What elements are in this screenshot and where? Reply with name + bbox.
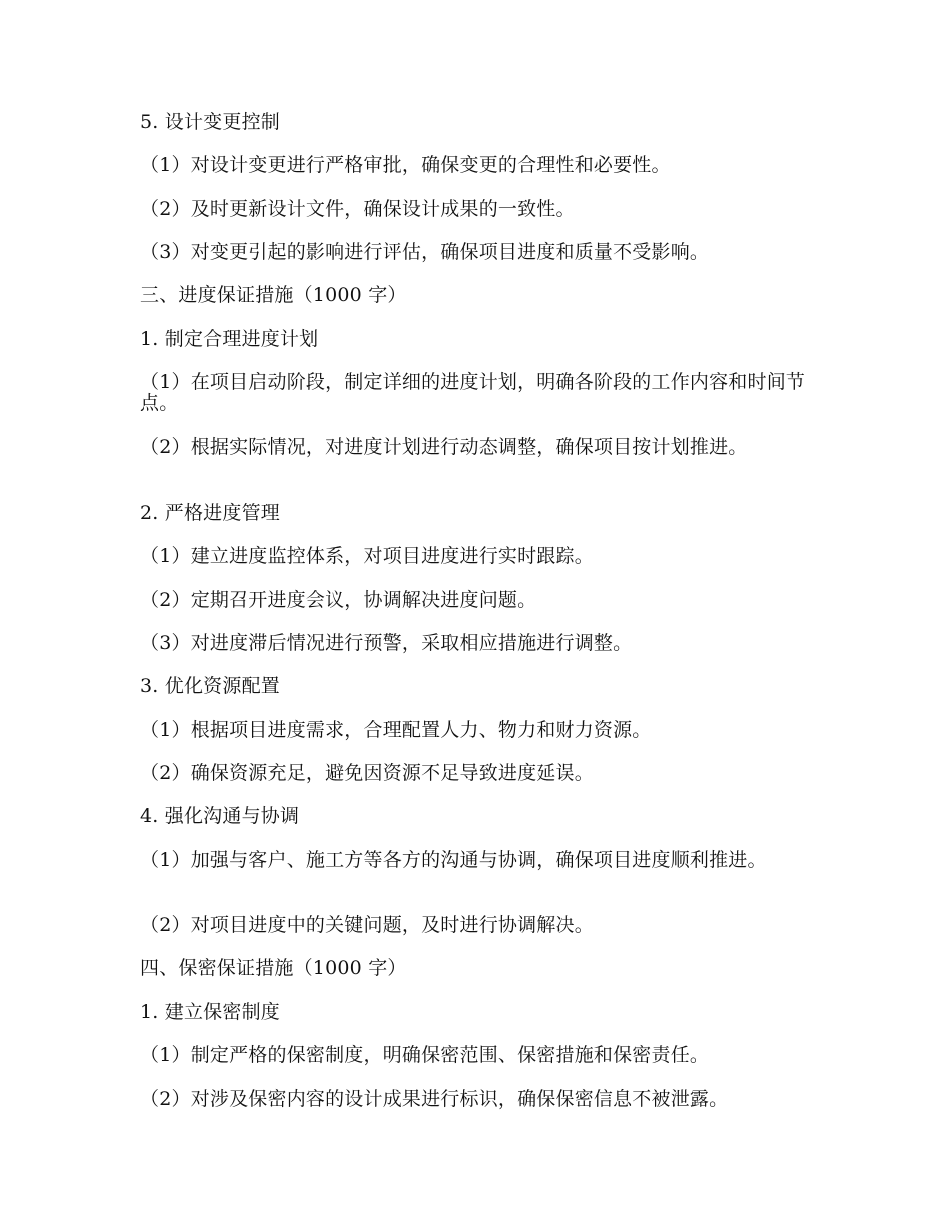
list-item: （3）对变更引起的影响进行评估，确保项目进度和质量不受影响。	[140, 241, 710, 263]
section-heading-plan: 1. 制定合理进度计划	[140, 328, 319, 350]
list-item: （1）建立进度监控体系，对项目进度进行实时跟踪。	[140, 545, 594, 567]
list-item: （2）确保资源充足，避免因资源不足导致进度延误。	[140, 762, 594, 784]
list-item: （2）对涉及保密内容的设计成果进行标识，确保保密信息不被泄露。	[140, 1088, 729, 1110]
list-item: （2）对项目进度中的关键问题，及时进行协调解决。	[140, 914, 594, 936]
list-item: （1）加强与客户、施工方等各方的沟通与协调，确保项目进度顺利推进。	[140, 849, 767, 871]
chapter-heading-confidentiality: 四、保密保证措施（1000 字）	[140, 957, 407, 979]
list-item: （2）定期召开进度会议，协调解决进度问题。	[140, 589, 537, 611]
list-item: （3）对进度滞后情况进行预警，采取相应措施进行调整。	[140, 632, 633, 654]
section-heading-communication: 4. 强化沟通与协调	[140, 805, 300, 827]
list-item: （1）在项目启动阶段，制定详细的进度计划，明确各阶段的工作内容和时间节点。	[140, 371, 806, 414]
chapter-heading-schedule: 三、进度保证措施（1000 字）	[140, 284, 407, 306]
list-item: （1）根据项目进度需求，合理配置人力、物力和财力资源。	[140, 719, 652, 741]
list-item: （2）根据实际情况，对进度计划进行动态调整，确保项目按计划推进。	[140, 436, 748, 458]
section-heading-management: 2. 严格进度管理	[140, 502, 280, 524]
list-item: （1）对设计变更进行严格审批，确保变更的合理性和必要性。	[140, 154, 671, 176]
section-heading-confidentiality-system: 1. 建立保密制度	[140, 1001, 280, 1023]
list-item: （2）及时更新设计文件，确保设计成果的一致性。	[140, 198, 575, 220]
section-heading-resources: 3. 优化资源配置	[140, 675, 280, 697]
section-heading-design-change: 5. 设计变更控制	[140, 111, 280, 133]
list-item: （1）制定严格的保密制度，明确保密范围、保密措施和保密责任。	[140, 1044, 710, 1066]
